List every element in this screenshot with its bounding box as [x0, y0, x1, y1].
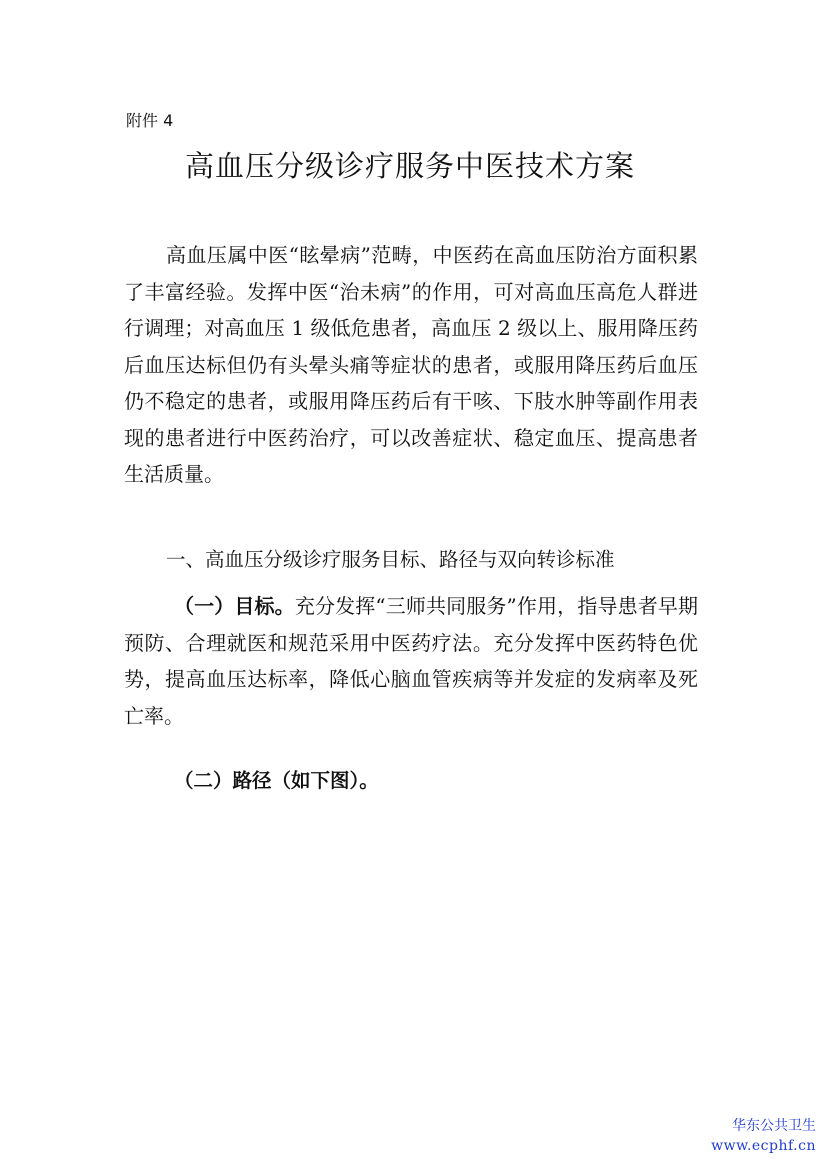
subsection-1-paragraph [124, 588, 698, 734]
document-title: 高血压分级诊疗服务中医技术方案 [184, 149, 635, 183]
subsection-1-lead: （一）目标。 [174, 594, 295, 618]
section-1-heading: 一、高血压分级诊疗服务目标、路径与双向转诊标准 [166, 548, 615, 571]
subsection-2-heading: （二）路径（如下图）。 [174, 769, 379, 792]
intro-paragraph: 高血压属中医“眩晕病”范畴，中医药在高血压防治方面积累了丰富经验。发挥中医“治未病”的作用，可对高血压高危人群进行调理；对高血压 1 级低危患者，高血压 2 级以上、服用降压药后血压达标但仍有头晕头痛等症状的患者，或服用降压药后血压仍不稳定的患者，或服用降压药后有干咳、下肢水肿等副作用表现的患者进行中医药治疗，可以改善症状、稳定血压、提高患者生活质量。 [124, 243, 698, 486]
watermark [711, 1116, 816, 1156]
watermark-name: 华东公共卫生 [732, 1118, 816, 1134]
subsection-1-text: 充分发挥“三师共同服务”作用，指导患者早期预防、合理就医和规范采用中医药疗法。充分发挥中医药特色优势，提高血压达标率，降低心脑血管疾病等并发症的发病率及死亡率。 [124, 594, 699, 728]
attachment-label: 附件 4 [126, 111, 174, 130]
watermark-url: www.ecphf.cn [711, 1138, 816, 1154]
